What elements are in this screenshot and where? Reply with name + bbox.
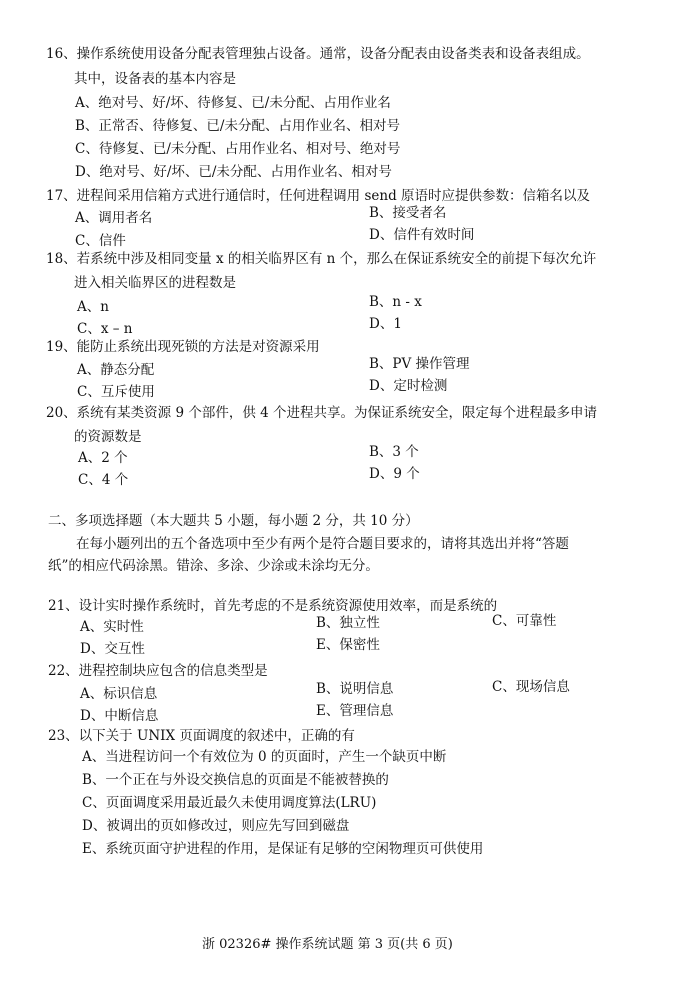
q16-stem-cont: 其中，设备表的基本内容是 (74, 71, 236, 87)
q21-option-b: B、独立性 (316, 615, 380, 631)
q20-option-d: D、9 个 (369, 466, 420, 482)
q23-option-d: D、被调出的页如修改过，则应先写回到磁盘 (82, 818, 350, 834)
q17-option-b: B、接受者名 (369, 205, 447, 221)
q22-stem: 22、进程控制块应包含的信息类型是 (48, 663, 268, 679)
q22-option-c: C、现场信息 (492, 679, 570, 695)
q17-stem: 17、进程间采用信箱方式进行通信时，任何进程调用 send 原语时应提供参数：信箱名以及 (46, 188, 591, 204)
q19-stem: 19、能防止系统出现死锁的方法是对资源采用 (46, 339, 320, 355)
q17-option-d: D、信件有效时间 (369, 227, 475, 243)
q16-option-b: B、正常否、待修复、已/未分配、占用作业名、相对号 (75, 118, 400, 134)
q21-option-d: D、交互性 (80, 641, 145, 657)
q23-option-c: C、页面调度采用最近最久未使用调度算法(LRU) (82, 795, 377, 811)
q19-option-b: B、PV 操作管理 (369, 356, 470, 372)
q19-option-c: C、互斥使用 (77, 384, 155, 400)
q22-option-b: B、说明信息 (316, 681, 394, 697)
q23-option-e: E、系统页面守护进程的作用，是保证有足够的空闲物理页可供使用 (82, 841, 484, 857)
section-instructions-cont: 纸”的相应代码涂黑。错涂、多涂、少涂或未涂均无分。 (48, 558, 379, 574)
section-title: 二、多项选择题（本大题共 5 小题，每小题 2 分，共 10 分） (48, 513, 419, 529)
q18-option-c: C、x – n (77, 321, 133, 337)
q20-option-c: C、4 个 (78, 472, 129, 488)
q22-option-a: A、标识信息 (80, 686, 158, 702)
q20-option-b: B、3 个 (369, 444, 419, 460)
q18-option-d: D、1 (369, 316, 402, 332)
q19-option-d: D、定时检测 (369, 378, 448, 394)
q19-option-a: A、静态分配 (77, 362, 155, 378)
q17-option-c: C、信件 (75, 233, 126, 249)
q21-option-c: C、可靠性 (492, 613, 557, 629)
q18-option-a: A、n (77, 299, 109, 315)
q20-stem-cont: 的资源数是 (74, 429, 142, 445)
q16-option-d: D、绝对号、好/坏、已/未分配、占用作业名、相对号 (75, 164, 392, 180)
q18-stem: 18、若系统中涉及相同变量 x 的相关临界区有 n 个，那么在保证系统安全的前提下每次允许 (46, 251, 597, 267)
q20-option-a: A、2 个 (78, 450, 128, 466)
q16-stem: 16、操作系统使用设备分配表管理独占设备。通常，设备分配表由设备类表和设备表组成。 (46, 46, 590, 62)
q17-option-a: A、调用者名 (75, 210, 153, 226)
q23-option-a: A、当进程访问一个有效位为 0 的页面时，产生一个缺页中断 (82, 749, 447, 765)
q21-option-e: E、保密性 (316, 637, 380, 653)
page-footer: 浙 02326# 操作系统试题 第 3 页(共 6 页) (202, 937, 453, 952)
q21-stem: 21、设计实时操作系统时，首先考虑的不是系统资源使用效率，而是系统的 (48, 598, 498, 614)
q16-option-c: C、待修复、已/未分配、占用作业名、相对号、绝对号 (75, 141, 401, 157)
q16-option-a: A、绝对号、好/坏、待修复、已/未分配、占用作业名 (75, 95, 391, 111)
q23-option-b: B、一个正在与外设交换信息的页面是不能被替换的 (82, 772, 389, 788)
q22-option-d: D、中断信息 (80, 708, 159, 724)
q22-option-e: E、管理信息 (316, 703, 394, 719)
q23-stem: 23、以下关于 UNIX 页面调度的叙述中，正确的有 (48, 728, 355, 744)
q21-option-a: A、实时性 (80, 619, 144, 635)
q20-stem: 20、系统有某类资源 9 个部件，供 4 个进程共享。为保证系统安全，限定每个进程最多申请 (46, 405, 598, 421)
q18-option-b: B、n - x (369, 294, 422, 310)
q18-stem-cont: 进入相关临界区的进程数是 (74, 275, 236, 291)
section-instructions: 在每小题列出的五个备选项中至少有两个是符合题目要求的，请将其选出并将“答题 (76, 536, 569, 552)
